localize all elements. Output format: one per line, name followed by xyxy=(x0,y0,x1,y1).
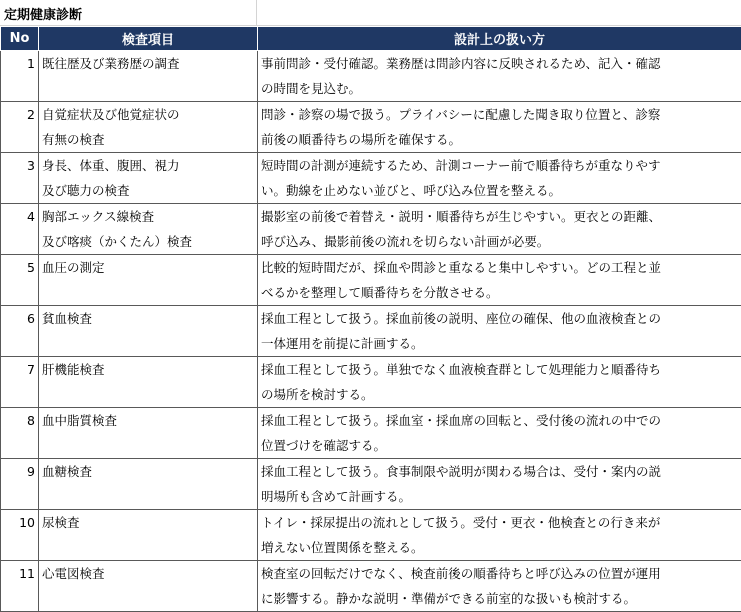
table-row xyxy=(1,306,741,357)
exam-item-cell[interactable] xyxy=(39,204,258,255)
design-note-text: 呼び込み、撮影前後の流れを切らない計画が必要。 xyxy=(261,229,741,254)
row-number-cell[interactable]: 4 xyxy=(1,204,39,255)
row-number-cell[interactable]: 1 xyxy=(1,51,39,102)
exam-item-text: 有無の検査 xyxy=(42,127,257,152)
row-number-cell[interactable]: 9 xyxy=(1,459,39,510)
exam-item-cell[interactable] xyxy=(39,255,258,306)
table-row xyxy=(1,459,741,510)
exam-item-cell[interactable] xyxy=(39,51,258,102)
exam-item-cell[interactable] xyxy=(39,408,258,459)
design-note-cell[interactable] xyxy=(258,153,741,204)
header-note[interactable]: 設計上の扱い方 xyxy=(258,27,741,51)
table-row xyxy=(1,102,741,153)
design-note-text: 比較的短時間だが、採血や問診と重なると集中しやすい。どの工程と並 xyxy=(261,255,741,280)
design-note-text: 明場所も含めて計画する。 xyxy=(261,484,741,509)
exam-item-cell[interactable] xyxy=(39,306,258,357)
design-note-text: 撮影室の前後で着替え・説明・順番待ちが生じやすい。更衣との距離、 xyxy=(261,204,741,229)
exam-item-text: 胸部エックス線検査 xyxy=(42,204,257,229)
table-row xyxy=(1,357,741,408)
title-row[interactable] xyxy=(0,0,741,26)
design-note-cell[interactable] xyxy=(258,306,741,357)
design-note-text: 採血工程として扱う。食事制限や説明が関わる場合は、受付・案内の説 xyxy=(261,459,741,484)
sheet-title: 定期健康診断 xyxy=(4,4,82,23)
design-note-text: 一体運用を前提に計画する。 xyxy=(261,331,741,356)
design-note-cell[interactable] xyxy=(258,102,741,153)
row-number-cell[interactable]: 2 xyxy=(1,102,39,153)
design-note-cell[interactable] xyxy=(258,459,741,510)
design-note-text: 位置づけを確認する。 xyxy=(261,433,741,458)
row-number-cell[interactable]: 7 xyxy=(1,357,39,408)
exam-item-cell[interactable] xyxy=(39,561,258,612)
exam-item-text: 血圧の測定 xyxy=(42,255,257,280)
design-note-text: い。動線を止めない並びと、呼び込み位置を整える。 xyxy=(261,178,741,203)
table-row xyxy=(1,51,741,102)
design-note-cell[interactable] xyxy=(258,51,741,102)
exam-item-text: 及び喀痰（かくたん）検査 xyxy=(42,229,257,254)
table-body xyxy=(1,51,741,612)
design-note-cell[interactable] xyxy=(258,561,741,612)
table-row xyxy=(1,561,741,612)
exam-item-text: 身長、体重、腹囲、視力 xyxy=(42,153,257,178)
header-no[interactable]: No xyxy=(1,27,39,51)
exam-item-text: 血中脂質検査 xyxy=(42,408,257,433)
design-note-text: の場所を検討する。 xyxy=(261,382,741,407)
row-number-cell[interactable]: 6 xyxy=(1,306,39,357)
design-note-cell[interactable] xyxy=(258,510,741,561)
exam-item-text: 自覚症状及び他覚症状の xyxy=(42,102,257,127)
table-row xyxy=(1,510,741,561)
design-note-cell[interactable] xyxy=(258,357,741,408)
exam-item-text: 血糖検査 xyxy=(42,459,257,484)
design-note-text: べるかを整理して順番待ちを分散させる。 xyxy=(261,280,741,305)
design-note-text: 採血工程として扱う。採血室・採血席の回転と、受付後の流れの中での xyxy=(261,408,741,433)
table-row xyxy=(1,408,741,459)
design-note-cell[interactable] xyxy=(258,255,741,306)
exam-item-text: 及び聴力の検査 xyxy=(42,178,257,203)
exam-item-cell[interactable] xyxy=(39,459,258,510)
row-number-cell[interactable]: 8 xyxy=(1,408,39,459)
exam-item-text: 心電図検査 xyxy=(42,561,257,586)
exam-item-cell[interactable] xyxy=(39,357,258,408)
design-note-text: 採血工程として扱う。採血前後の説明、座位の確保、他の血液検査との xyxy=(261,306,741,331)
design-note-text: 問診・診察の場で扱う。プライバシーに配慮した聞き取り位置と、診察 xyxy=(261,102,741,127)
design-note-cell[interactable] xyxy=(258,204,741,255)
design-note-text: 検査室の回転だけでなく、検査前後の順番待ちと呼び込みの位置が運用 xyxy=(261,561,741,586)
exam-item-cell[interactable] xyxy=(39,102,258,153)
cell-divider xyxy=(256,0,257,26)
exam-item-cell[interactable] xyxy=(39,153,258,204)
exam-item-text: 既往歴及び業務歴の調査 xyxy=(42,51,257,76)
exam-item-text: 肝機能検査 xyxy=(42,357,257,382)
table-row xyxy=(1,204,741,255)
exam-table xyxy=(0,26,741,612)
header-row xyxy=(1,27,741,51)
design-note-text: の時間を見込む。 xyxy=(261,76,741,101)
design-note-cell[interactable] xyxy=(258,408,741,459)
exam-item-text: 尿検査 xyxy=(42,510,257,535)
design-note-text: 増えない位置関係を整える。 xyxy=(261,535,741,560)
row-number-cell[interactable]: 5 xyxy=(1,255,39,306)
header-item[interactable]: 検査項目 xyxy=(39,27,258,51)
design-note-text: 事前問診・受付確認。業務歴は問診内容に反映されるため、記入・確認 xyxy=(261,51,741,76)
design-note-text: 前後の順番待ちの場所を確保する。 xyxy=(261,127,741,152)
design-note-text: 採血工程として扱う。単独でなく血液検査群として処理能力と順番待ち xyxy=(261,357,741,382)
table-row xyxy=(1,153,741,204)
row-number-cell[interactable]: 10 xyxy=(1,510,39,561)
exam-item-text: 貧血検査 xyxy=(42,306,257,331)
design-note-text: トイレ・採尿提出の流れとして扱う。受付・更衣・他検査との行き来が xyxy=(261,510,741,535)
exam-item-cell[interactable] xyxy=(39,510,258,561)
table-row xyxy=(1,255,741,306)
design-note-text: 短時間の計測が連続するため、計測コーナー前で順番待ちが重なりやす xyxy=(261,153,741,178)
row-number-cell[interactable]: 3 xyxy=(1,153,39,204)
design-note-text: に影響する。静かな説明・準備ができる前室的な扱いも検討する。 xyxy=(261,586,741,611)
row-number-cell[interactable]: 11 xyxy=(1,561,39,612)
